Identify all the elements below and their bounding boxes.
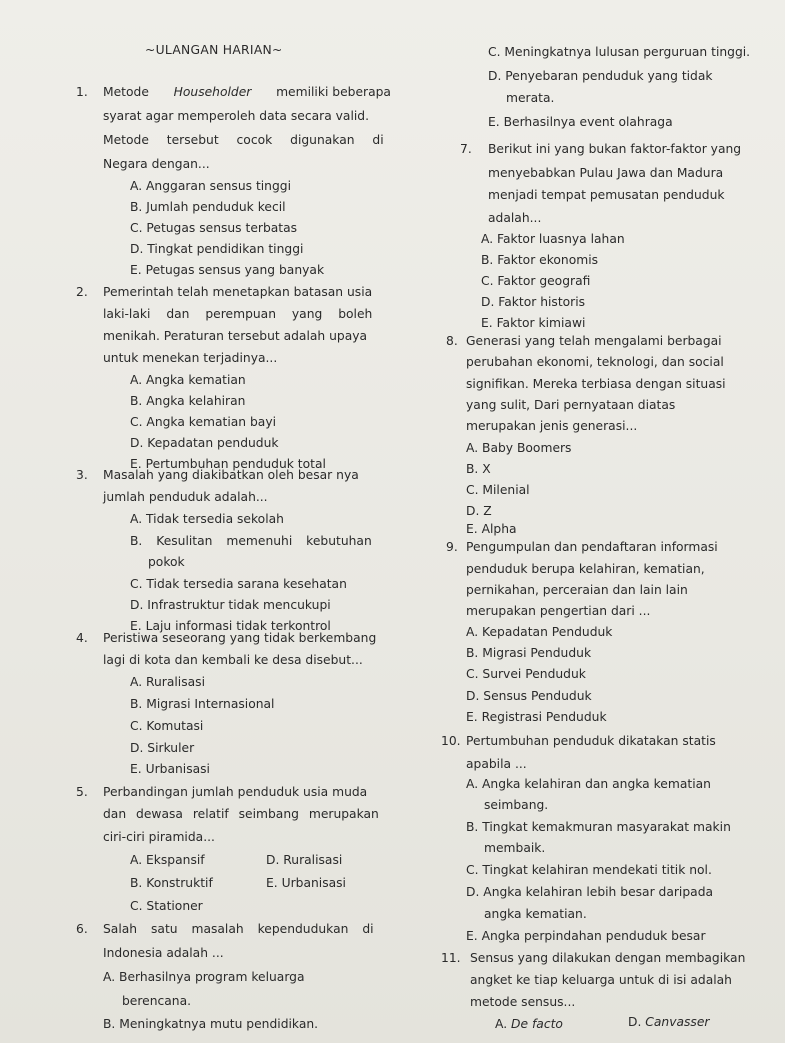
q3-option-b-cont: pokok (148, 555, 185, 569)
q8-line-2: perubahan ekonomi, teknologi, dan social (466, 355, 724, 369)
q7-line-4: adalah... (488, 211, 542, 225)
q3-option-e: E. Laju informasi tidak terkontrol (130, 619, 331, 633)
q1-text-a: Metode (103, 85, 149, 99)
q3-option-d: D. Infrastruktur tidak mencukupi (130, 598, 331, 612)
q1-line-1 (103, 84, 391, 100)
q10-option-a: A. Angka kelahiran dan angka kematian (466, 777, 711, 791)
q2-option-b: B. Angka kelahiran (130, 394, 246, 408)
q3-line-1: Masalah yang diakibatkan oleh besar nya (103, 468, 359, 482)
q9-option-a: A. Kepadatan Penduduk (466, 625, 613, 639)
q5-line-1: Perbandingan jumlah penduduk usia muda (103, 785, 368, 799)
q7-line-3: menjadi tempat pemusatan penduduk (488, 188, 725, 202)
q11-line-2: angket ke tiap keluarga untuk di isi adalah (470, 973, 732, 987)
q11-option-a-text: De facto (511, 1017, 563, 1031)
q5-option-a: A. Ekspansif (130, 853, 205, 867)
q10-line-2: apabila ... (466, 757, 527, 771)
q8-option-b: B. X (466, 462, 491, 476)
q2-line-4: untuk menekan terjadinya... (103, 351, 278, 365)
q4-option-c: C. Komutasi (130, 719, 204, 733)
q10-option-e: E. Angka perpindahan penduduk besar (466, 929, 706, 943)
q9-option-d: D. Sensus Penduduk (466, 689, 592, 703)
q2-option-c: C. Angka kematian bayi (130, 415, 277, 429)
q5-number: 5. (76, 785, 88, 799)
q9-option-c: C. Survei Penduduk (466, 667, 586, 681)
q6-option-e: E. Berhasilnya event olahraga (488, 115, 673, 129)
q7-option-b: B. Faktor ekonomis (481, 253, 599, 267)
q8-number: 8. (446, 334, 458, 348)
q11-line-1: Sensus yang dilakukan dengan membagikan (470, 951, 746, 965)
q4-number: 4. (76, 631, 88, 645)
q10-option-b-cont: membaik. (484, 841, 546, 855)
q8-line-1: Generasi yang telah mengalami berbagai (466, 334, 722, 348)
page-title: ~ULANGAN HARIAN~ (145, 43, 283, 57)
q6-option-b: B. Meningkatnya mutu pendidikan. (103, 1017, 319, 1031)
q4-option-b: B. Migrasi Internasional (130, 697, 275, 711)
q3-option-b: B. Kesulitan memenuhi kebutuhan (130, 534, 372, 548)
q7-number: 7. (460, 142, 472, 156)
q7-line-1: Berikut ini yang bukan faktor-faktor yang (488, 142, 742, 156)
q4-option-a: A. Ruralisasi (130, 675, 205, 689)
q11-number: 11. (441, 951, 461, 965)
q9-line-4: merupakan pengertian dari ... (466, 604, 651, 618)
q3-line-2: jumlah penduduk adalah... (103, 490, 268, 504)
q9-option-e: E. Registrasi Penduduk (466, 710, 607, 724)
q2-option-e: E. Pertumbuhan penduduk total (130, 457, 326, 471)
q9-option-b: B. Migrasi Penduduk (466, 646, 592, 660)
q11-option-a-letter: A. (495, 1017, 512, 1031)
q1-option-c: C. Petugas sensus terbatas (130, 221, 298, 235)
q8-option-e: E. Alpha (466, 522, 517, 536)
q11-option-d-letter: D. (628, 1015, 646, 1029)
q10-option-d-cont: angka kematian. (484, 907, 587, 921)
q1-text-householder: Householder (173, 85, 252, 99)
q10-option-d: D. Angka kelahiran lebih besar daripada (466, 885, 714, 899)
q9-line-1: Pengumpulan dan pendaftaran informasi (466, 540, 718, 554)
q6-number: 6. (76, 922, 88, 936)
q1-line-4: Negara dengan... (103, 157, 210, 171)
q9-number: 9. (446, 540, 458, 554)
q2-line-2: laki-laki dan perempuan yang boleh (103, 307, 373, 321)
q8-option-d: D. Z (466, 504, 492, 518)
q4-option-e: E. Urbanisasi (130, 762, 210, 776)
q2-line-3: menikah. Peraturan tersebut adalah upaya (103, 329, 368, 343)
q1-option-d: D. Tingkat pendidikan tinggi (130, 242, 304, 256)
q10-option-c: C. Tingkat kelahiran mendekati titik nol. (466, 863, 712, 877)
q2-number: 2. (76, 285, 88, 299)
q6-option-a-cont: berencana. (122, 994, 192, 1008)
q10-option-b: B. Tingkat kemakmuran masyarakat makin (466, 820, 731, 834)
q9-line-3: pernikahan, perceraian dan lain lain (466, 583, 688, 597)
q5-line-2: dan dewasa relatif seimbang merupakan (103, 807, 379, 821)
q8-line-4: yang sulit, Dari pernyataan diatas (466, 398, 676, 412)
q3-option-a: A. Tidak tersedia sekolah (130, 512, 284, 526)
q7-option-e: E. Faktor kimiawi (481, 316, 586, 330)
q1-line-2: syarat agar memperoleh data secara valid. (103, 109, 370, 123)
q7-option-d: D. Faktor historis (481, 295, 586, 309)
q7-option-a: A. Faktor luasnya lahan (481, 232, 625, 246)
q5-option-b: B. Konstruktif (130, 876, 213, 890)
q7-option-c: C. Faktor geografi (481, 274, 591, 288)
q6-line-2: Indonesia adalah ... (103, 946, 224, 960)
q4-line-2: lagi di kota dan kembali ke desa disebut... (103, 653, 363, 667)
q6-line-1: Salah satu masalah kependudukan di (103, 922, 374, 936)
q2-option-d: D. Kepadatan penduduk (130, 436, 279, 450)
q10-line-1: Pertumbuhan penduduk dikatakan statis (466, 734, 716, 748)
q6-option-d-cont: merata. (506, 91, 555, 105)
q4-line-1: Peristiwa seseorang yang tidak berkembang (103, 631, 377, 645)
q5-option-d: D. Ruralisasi (266, 853, 343, 867)
q2-line-1: Pemerintah telah menetapkan batasan usia (103, 285, 373, 299)
q1-number: 1. (76, 85, 88, 99)
q5-option-e: E. Urbanisasi (266, 876, 346, 890)
q3-option-c: C. Tidak tersedia sarana kesehatan (130, 577, 347, 591)
q1-option-b: B. Jumlah penduduk kecil (130, 200, 286, 214)
q6-option-a: A. Berhasilnya program keluarga (103, 970, 305, 984)
q1-text-c: memiliki beberapa (276, 85, 391, 99)
q8-option-a: A. Baby Boomers (466, 441, 572, 455)
q11-option-d (628, 1014, 709, 1030)
q2-option-a: A. Angka kematian (130, 373, 246, 387)
q8-option-c: C. Milenial (466, 483, 530, 497)
q5-line-3: ciri-ciri piramida... (103, 830, 215, 844)
q1-option-a: A. Anggaran sensus tinggi (130, 179, 292, 193)
q1-line-3: Metode tersebut cocok digunakan di (103, 133, 384, 147)
q10-option-a-cont: seimbang. (484, 798, 549, 812)
q8-line-5: merupakan jenis generasi... (466, 419, 638, 433)
q11-option-d-text: Canvasser (645, 1015, 710, 1029)
q10-number: 10. (441, 734, 461, 748)
q7-line-2: menyebabkan Pulau Jawa dan Madura (488, 166, 724, 180)
q9-line-2: penduduk berupa kelahiran, kematian, (466, 562, 705, 576)
q4-option-d: D. Sirkuler (130, 741, 195, 755)
q6-option-c: C. Meningkatnya lulusan perguruan tinggi. (488, 45, 751, 59)
q11-option-a (495, 1016, 563, 1032)
q1-option-e: E. Petugas sensus yang banyak (130, 263, 325, 277)
q11-line-3: metode sensus... (470, 995, 576, 1009)
q3-number: 3. (76, 468, 88, 482)
q8-line-3: signifikan. Mereka terbiasa dengan situasi (466, 377, 726, 391)
q6-option-d: D. Penyebaran penduduk yang tidak (488, 69, 713, 83)
q5-option-c: C. Stationer (130, 899, 203, 913)
